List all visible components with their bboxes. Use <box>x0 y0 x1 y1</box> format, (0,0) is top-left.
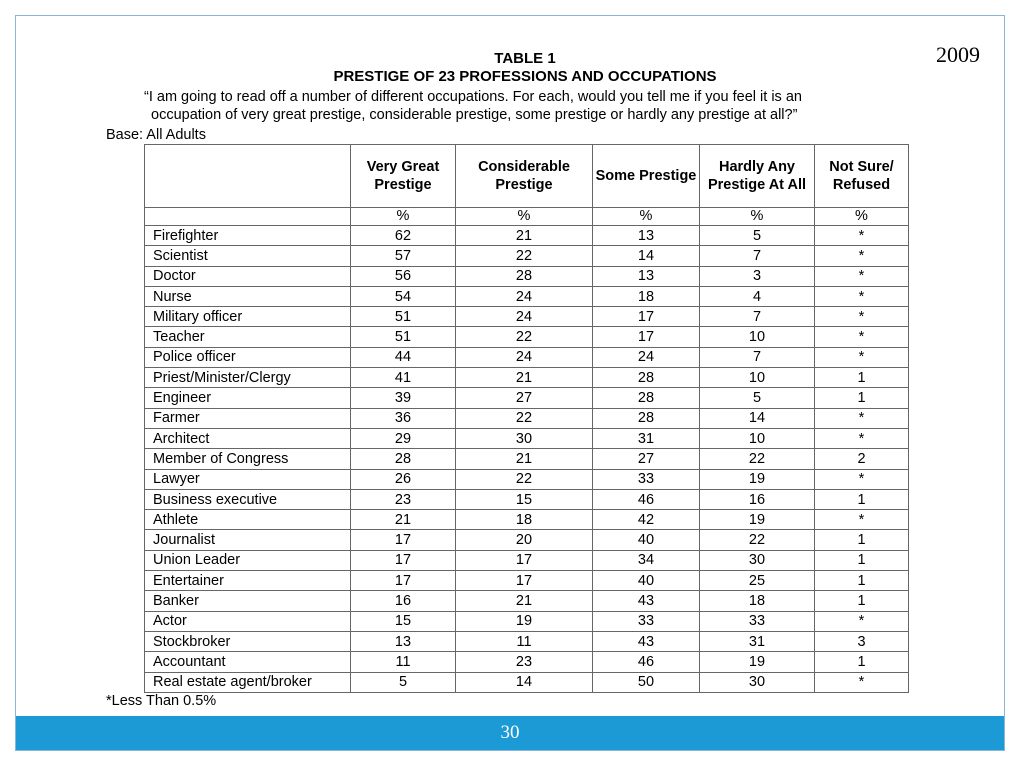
base-label: Base: All Adults <box>106 127 206 143</box>
header-considerable: Considerable Prestige <box>456 145 593 208</box>
value-cell: 23 <box>351 489 456 509</box>
table-row <box>145 489 909 509</box>
value-cell: 22 <box>456 327 593 347</box>
value-cell: 19 <box>456 611 593 631</box>
occupation-name: Farmer <box>145 408 351 428</box>
value-cell: 40 <box>593 571 700 591</box>
value-cell: 7 <box>700 307 815 327</box>
value-cell: 15 <box>351 611 456 631</box>
unit-cell <box>145 208 351 226</box>
occupation-name: Real estate agent/broker <box>145 672 351 692</box>
value-cell: 5 <box>700 226 815 246</box>
table-row <box>145 327 909 347</box>
unit-cell: % <box>593 208 700 226</box>
value-cell: 11 <box>456 631 593 651</box>
value-cell: 1 <box>815 571 909 591</box>
occupation-name: Business executive <box>145 489 351 509</box>
value-cell: 17 <box>351 571 456 591</box>
header-very-great: Very Great Prestige <box>351 145 456 208</box>
table-row <box>145 408 909 428</box>
value-cell: 1 <box>815 591 909 611</box>
occupation-name: Police officer <box>145 347 351 367</box>
value-cell: 10 <box>700 368 815 388</box>
occupation-name: Firefighter <box>145 226 351 246</box>
value-cell: 16 <box>700 489 815 509</box>
value-cell: 22 <box>700 449 815 469</box>
value-cell: * <box>815 408 909 428</box>
value-cell: 31 <box>593 428 700 448</box>
value-cell: 13 <box>593 226 700 246</box>
title-line-2: PRESTIGE OF 23 PROFESSIONS AND OCCUPATIONS <box>333 68 717 85</box>
occupation-name: Entertainer <box>145 571 351 591</box>
value-cell: 1 <box>815 489 909 509</box>
value-cell: 62 <box>351 226 456 246</box>
occupation-name: Nurse <box>145 286 351 306</box>
table-body <box>145 226 909 693</box>
occupation-name: Actor <box>145 611 351 631</box>
value-cell: 54 <box>351 286 456 306</box>
value-cell: 15 <box>456 489 593 509</box>
question-line-1: “I am going to read off a number of different occupations. For each, would you tell me if you feel it is an <box>144 89 802 105</box>
value-cell: 29 <box>351 428 456 448</box>
value-cell: 18 <box>700 591 815 611</box>
value-cell: 7 <box>700 347 815 367</box>
table-row <box>145 226 909 246</box>
value-cell: * <box>815 672 909 692</box>
occupation-name: Journalist <box>145 530 351 550</box>
value-cell: 2 <box>815 449 909 469</box>
value-cell: 27 <box>593 449 700 469</box>
value-cell: 20 <box>456 530 593 550</box>
value-cell: 42 <box>593 510 700 530</box>
value-cell: * <box>815 469 909 489</box>
table-row <box>145 510 909 530</box>
value-cell: 46 <box>593 652 700 672</box>
value-cell: 18 <box>456 510 593 530</box>
value-cell: 17 <box>456 550 593 570</box>
slide <box>15 15 1005 751</box>
value-cell: 11 <box>351 652 456 672</box>
value-cell: 56 <box>351 266 456 286</box>
value-cell: 21 <box>456 591 593 611</box>
value-cell: 14 <box>700 408 815 428</box>
value-cell: 22 <box>700 530 815 550</box>
footnote: *Less Than 0.5% <box>106 693 217 709</box>
occupation-name: Engineer <box>145 388 351 408</box>
header-row <box>145 145 909 208</box>
occupation-name: Union Leader <box>145 550 351 570</box>
value-cell: 24 <box>456 347 593 367</box>
value-cell: 14 <box>456 672 593 692</box>
value-cell: * <box>815 266 909 286</box>
occupation-name: Doctor <box>145 266 351 286</box>
value-cell: 16 <box>351 591 456 611</box>
value-cell: 33 <box>593 469 700 489</box>
table-row <box>145 652 909 672</box>
value-cell: 41 <box>351 368 456 388</box>
table-row <box>145 286 909 306</box>
unit-cell: % <box>815 208 909 226</box>
value-cell: 46 <box>593 489 700 509</box>
value-cell: 21 <box>351 510 456 530</box>
value-cell: 44 <box>351 347 456 367</box>
table-row <box>145 530 909 550</box>
value-cell: 1 <box>815 368 909 388</box>
value-cell: 28 <box>593 388 700 408</box>
value-cell: 1 <box>815 530 909 550</box>
page-number: 30 <box>500 722 520 743</box>
value-cell: 22 <box>456 469 593 489</box>
value-cell: 24 <box>593 347 700 367</box>
value-cell: * <box>815 246 909 266</box>
value-cell: * <box>815 347 909 367</box>
table-row <box>145 246 909 266</box>
value-cell: * <box>815 286 909 306</box>
value-cell: 28 <box>456 266 593 286</box>
value-cell: 14 <box>593 246 700 266</box>
value-cell: 25 <box>700 571 815 591</box>
value-cell: 40 <box>593 530 700 550</box>
value-cell: 17 <box>351 550 456 570</box>
table-row <box>145 307 909 327</box>
value-cell: 10 <box>700 428 815 448</box>
value-cell: 22 <box>456 408 593 428</box>
value-cell: 43 <box>593 631 700 651</box>
table-row <box>145 571 909 591</box>
value-cell: 5 <box>700 388 815 408</box>
question-line-2: occupation of very great prestige, considerable prestige, some prestige or hardly any prestige at all?” <box>151 107 798 123</box>
header-not-sure: Not Sure/ Refused <box>815 145 909 208</box>
value-cell: * <box>815 307 909 327</box>
value-cell: * <box>815 327 909 347</box>
value-cell: 10 <box>700 327 815 347</box>
occupation-name: Athlete <box>145 510 351 530</box>
occupation-name: Lawyer <box>145 469 351 489</box>
table-row <box>145 368 909 388</box>
occupation-name: Scientist <box>145 246 351 266</box>
value-cell: 39 <box>351 388 456 408</box>
value-cell: 34 <box>593 550 700 570</box>
value-cell: 30 <box>700 672 815 692</box>
value-cell: 17 <box>456 571 593 591</box>
table-row <box>145 611 909 631</box>
value-cell: 4 <box>700 286 815 306</box>
value-cell: 36 <box>351 408 456 428</box>
value-cell: 21 <box>456 226 593 246</box>
occupation-name: Banker <box>145 591 351 611</box>
value-cell: 51 <box>351 327 456 347</box>
value-cell: 1 <box>815 388 909 408</box>
value-cell: 33 <box>700 611 815 631</box>
table-row <box>145 347 909 367</box>
value-cell: 33 <box>593 611 700 631</box>
value-cell: 27 <box>456 388 593 408</box>
header-some: Some Prestige <box>593 145 700 208</box>
value-cell: * <box>815 510 909 530</box>
occupation-name: Stockbroker <box>145 631 351 651</box>
value-cell: 17 <box>351 530 456 550</box>
value-cell: 51 <box>351 307 456 327</box>
year-label: 2009 <box>936 42 980 67</box>
value-cell: 31 <box>700 631 815 651</box>
value-cell: 28 <box>351 449 456 469</box>
value-cell: 24 <box>456 307 593 327</box>
value-cell: 30 <box>700 550 815 570</box>
occupation-name: Accountant <box>145 652 351 672</box>
occupation-name: Architect <box>145 428 351 448</box>
value-cell: * <box>815 226 909 246</box>
value-cell: 1 <box>815 550 909 570</box>
table-row <box>145 266 909 286</box>
value-cell: 13 <box>593 266 700 286</box>
table-row <box>145 449 909 469</box>
value-cell: 43 <box>593 591 700 611</box>
value-cell: 19 <box>700 510 815 530</box>
value-cell: 19 <box>700 469 815 489</box>
value-cell: 23 <box>456 652 593 672</box>
header-hardly-any: Hardly Any Prestige At All <box>700 145 815 208</box>
value-cell: 21 <box>456 449 593 469</box>
value-cell: 5 <box>351 672 456 692</box>
value-cell: 7 <box>700 246 815 266</box>
footer-bar <box>16 716 1004 750</box>
units-row <box>145 208 909 226</box>
occupation-name: Military officer <box>145 307 351 327</box>
table-title <box>16 50 1004 86</box>
unit-cell: % <box>700 208 815 226</box>
value-cell: 21 <box>456 368 593 388</box>
value-cell: 50 <box>593 672 700 692</box>
value-cell: 1 <box>815 652 909 672</box>
value-cell: 28 <box>593 368 700 388</box>
value-cell: 3 <box>700 266 815 286</box>
value-cell: 24 <box>456 286 593 306</box>
value-cell: * <box>815 611 909 631</box>
table-row <box>145 428 909 448</box>
occupation-name: Priest/Minister/Clergy <box>145 368 351 388</box>
prestige-table <box>144 144 909 693</box>
value-cell: 19 <box>700 652 815 672</box>
value-cell: 28 <box>593 408 700 428</box>
value-cell: 17 <box>593 327 700 347</box>
value-cell: 17 <box>593 307 700 327</box>
table-row <box>145 631 909 651</box>
title-line-1: TABLE 1 <box>494 50 556 67</box>
header-occupation <box>145 145 351 208</box>
value-cell: * <box>815 428 909 448</box>
value-cell: 13 <box>351 631 456 651</box>
survey-question <box>144 88 944 124</box>
table-row <box>145 672 909 692</box>
table-row <box>145 388 909 408</box>
table-row <box>145 591 909 611</box>
value-cell: 22 <box>456 246 593 266</box>
table-row <box>145 550 909 570</box>
occupation-name: Teacher <box>145 327 351 347</box>
value-cell: 57 <box>351 246 456 266</box>
table-row <box>145 469 909 489</box>
unit-cell: % <box>456 208 593 226</box>
occupation-name: Member of Congress <box>145 449 351 469</box>
value-cell: 3 <box>815 631 909 651</box>
unit-cell: % <box>351 208 456 226</box>
value-cell: 26 <box>351 469 456 489</box>
value-cell: 30 <box>456 428 593 448</box>
value-cell: 18 <box>593 286 700 306</box>
